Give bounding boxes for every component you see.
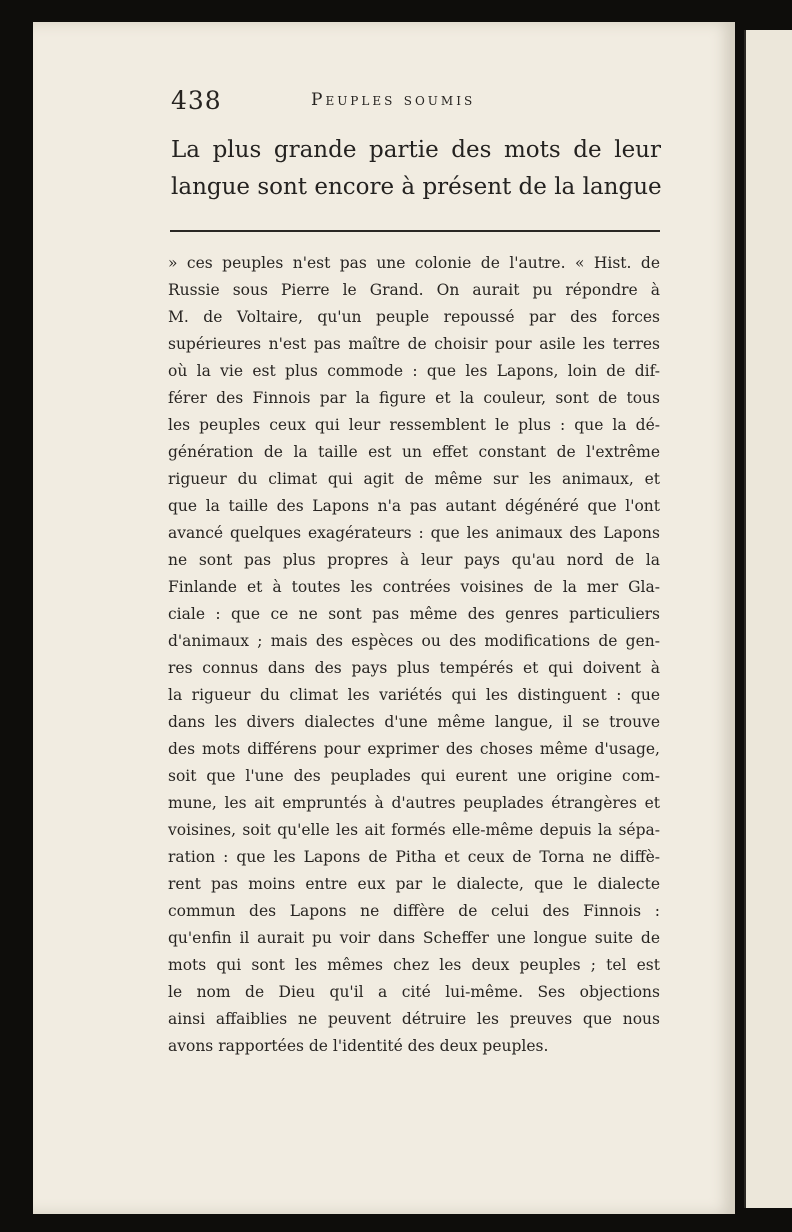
footnote-line: génération de la taille est un effet constant de l'extrême [168, 443, 660, 461]
footnote-line: ciale : que ce ne sont pas même des genres particuliers [168, 605, 660, 623]
footnote-line: qu'enfin il aurait pu voir dans Scheffer une longue suite de [168, 929, 660, 947]
running-title: Peuples soumis [311, 90, 476, 110]
footnote-line: Russie sous Pierre le Grand. On aurait pu répondre à [168, 281, 660, 299]
footnote-line: supérieures n'est pas maître de choisir pour asile les terres [168, 335, 660, 353]
footnote-line: le nom de Dieu qu'il a cité lui-même. Ses objections [168, 983, 660, 1001]
footnote-line: rigueur du climat qui agit de même sur les animaux, et [168, 470, 660, 488]
footnote-line: que la taille des Lapons n'a pas autant dégénéré que l'ont [168, 497, 660, 515]
footnote-line: des mots différens pour exprimer des choses même d'usage, [168, 740, 660, 758]
footnote-line: mots qui sont les mêmes chez les deux peuples ; tel est [168, 956, 660, 974]
footnote-line: ne sont pas plus propres à leur pays qu'au nord de la [168, 551, 660, 569]
page-number: 438 [171, 86, 222, 115]
footnote-line: ainsi affaiblies ne peuvent détruire les preuves que nous [168, 1010, 660, 1028]
footnote-line: dans les divers dialectes d'une même langue, il se trouve [168, 713, 660, 731]
footnote-separator-rule [170, 230, 660, 232]
footnote-line: » ces peuples n'est pas une colonie de l'autre. « Hist. de [168, 254, 660, 272]
facing-page-edge [744, 30, 792, 1208]
footnote-line: rent pas moins entre eux par le dialecte, que le dialecte [168, 875, 660, 893]
footnote-line: où la vie est plus commode : que les Lapons, loin de dif- [168, 362, 660, 380]
footnote-line: soit que l'une des peuplades qui eurent une origine com- [168, 767, 660, 785]
footnote-line: ration : que les Lapons de Pitha et ceux de Torna ne diffè- [168, 848, 660, 866]
footnote-line: les peuples ceux qui leur ressemblent le plus : que la dé- [168, 416, 660, 434]
footnote-line: avons rapportées de l'identité des deux peuples. [168, 1037, 549, 1055]
footnote-line: M. de Voltaire, qu'un peuple repoussé par des forces [168, 308, 660, 326]
footnote-line: commun des Lapons ne diffère de celui des Finnois : [168, 902, 660, 920]
footnote-line: férer des Finnois par la figure et la couleur, sont de tous [168, 389, 660, 407]
footnote-line: avancé quelques exagérateurs : que les animaux des Lapons [168, 524, 660, 542]
footnote-line: Finlande et à toutes les contrées voisines de la mer Gla- [168, 578, 660, 596]
footnote-line: la rigueur du climat les variétés qui les distinguent : que [168, 686, 660, 704]
footnote-block [168, 250, 660, 1060]
main-text-line: langue sont encore à présent de la langue [171, 174, 662, 200]
footnote-line: res connus dans des pays plus tempérés et qui doivent à [168, 659, 660, 677]
footnote-line: d'animaux ; mais des espèces ou des modifications de gen- [168, 632, 660, 650]
running-head [171, 80, 671, 120]
footnote-line: voisines, soit qu'elle les ait formés elle-même depuis la sépa- [168, 821, 660, 839]
main-text-block [171, 132, 661, 206]
main-text-line: La plus grande partie des mots de leur [171, 137, 661, 163]
footnote-line: mune, les ait empruntés à d'autres peuplades étrangères et [168, 794, 660, 812]
